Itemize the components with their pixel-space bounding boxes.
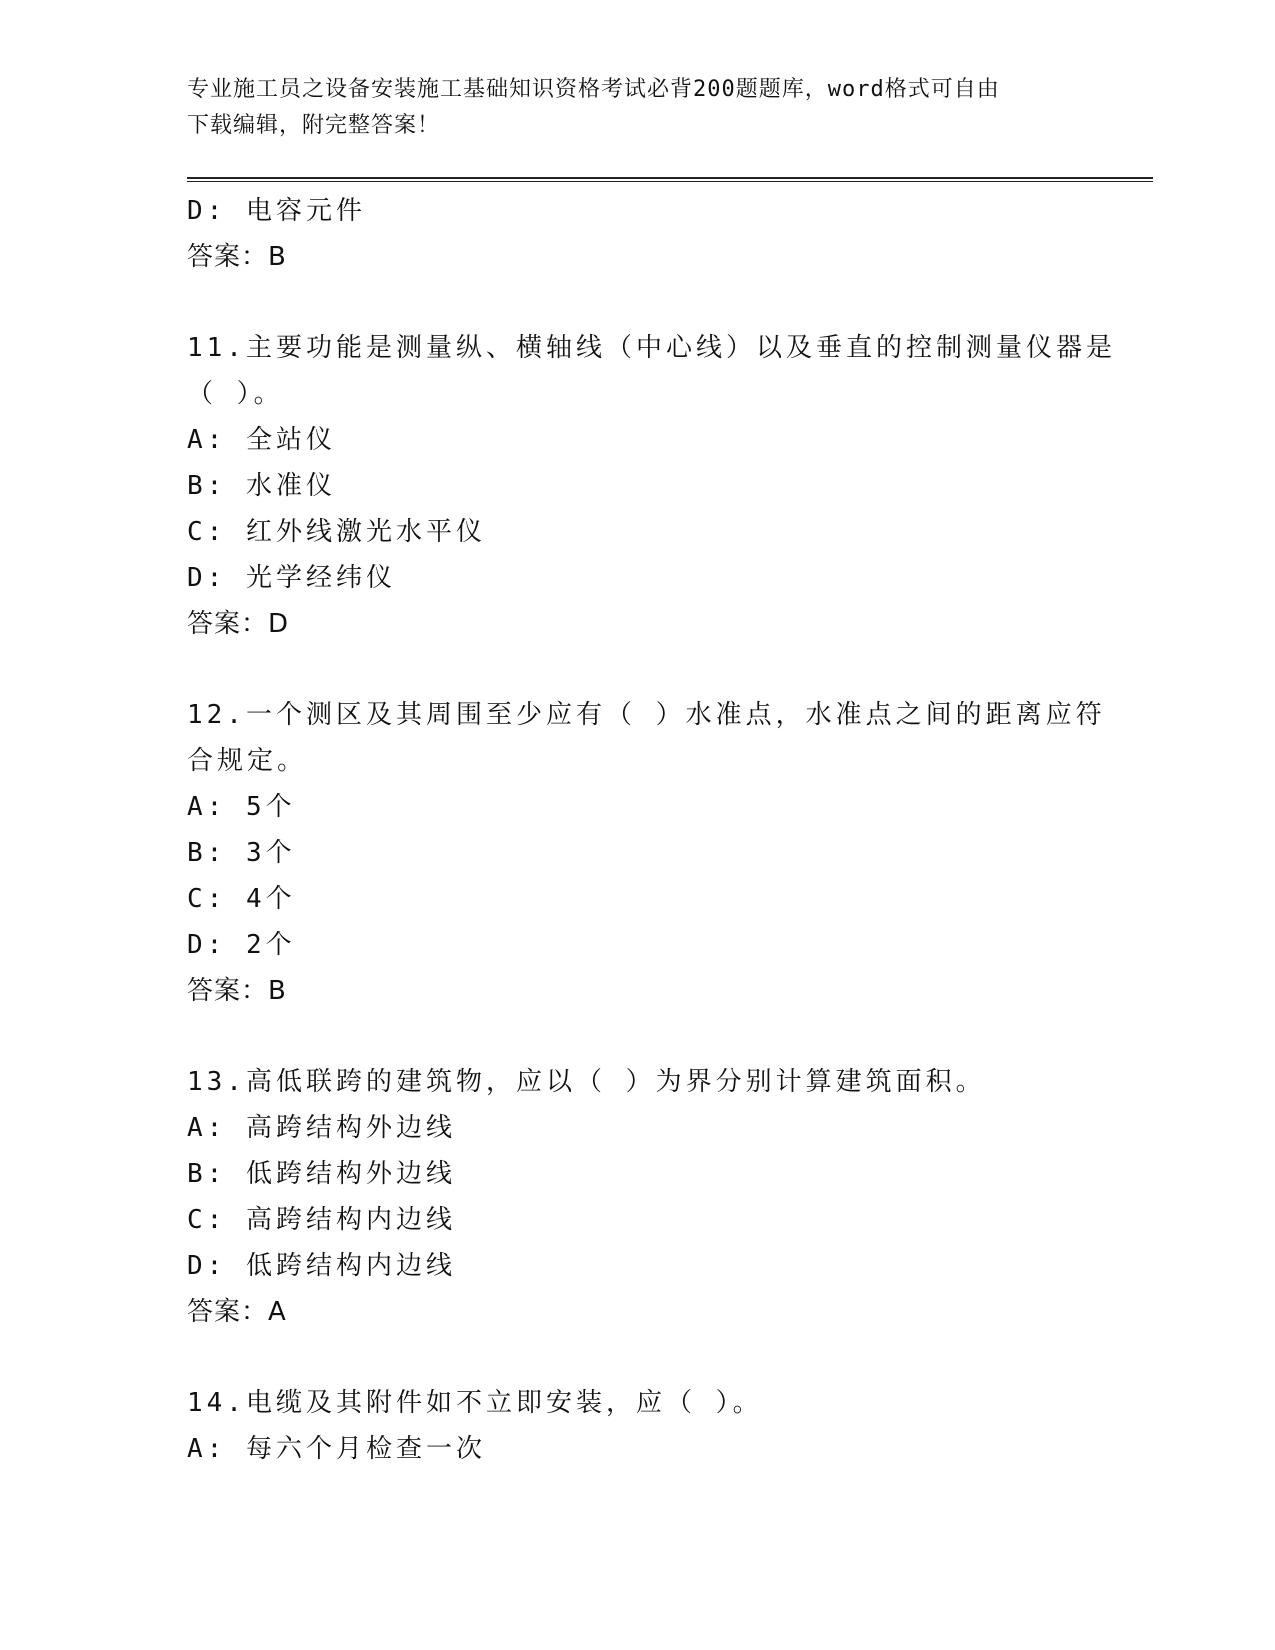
option-c: C: 红外线激光水平仪 — [187, 517, 486, 547]
option-c: C: 高跨结构内边线 — [187, 1205, 456, 1235]
option-a: A: 5个 — [187, 792, 296, 822]
question-11 — [187, 325, 1116, 647]
option-b: B: 3个 — [187, 838, 296, 868]
document-title-line-2: 下载编辑，附完整答案！ — [187, 113, 441, 138]
page-header — [187, 72, 1087, 144]
option-b: B: 水准仪 — [187, 471, 336, 501]
answer-line: 答案：A — [187, 1297, 287, 1327]
question-14 — [187, 1380, 1087, 1472]
option-d: D: 2个 — [187, 930, 296, 960]
question-fragment — [187, 188, 1087, 280]
question-text-continued: （ ）。 — [187, 379, 284, 409]
option-d: D: 低跨结构内边线 — [187, 1251, 456, 1281]
option-c: C: 4个 — [187, 884, 296, 914]
question-list — [187, 188, 1116, 1472]
answer-line: 答案：B — [187, 976, 287, 1006]
question-text-continued: 合规定。 — [187, 746, 308, 776]
answer-line: 答案：B — [187, 242, 287, 272]
option-a: A: 全站仪 — [187, 425, 336, 455]
option-b: B: 低跨结构外边线 — [187, 1159, 456, 1189]
option-a: A: 高跨结构外边线 — [187, 1113, 456, 1143]
question-12 — [187, 692, 1106, 1014]
question-text: 14.电缆及其附件如不立即安装，应（ ）。 — [187, 1388, 763, 1418]
option-d: D: 电容元件 — [187, 196, 366, 226]
question-13 — [187, 1059, 1087, 1335]
option-a: A: 每六个月检查一次 — [187, 1434, 486, 1464]
option-d: D: 光学经纬仪 — [187, 563, 396, 593]
document-title-line-1: 专业施工员之设备安装施工基础知识资格考试必背200题题库，word格式可自由 — [187, 77, 1000, 102]
question-text: 11.主要功能是测量纵、横轴线（中心线）以及垂直的控制测量仪器是 — [187, 333, 1116, 363]
question-text: 13.高低联跨的建筑物，应以（ ）为界分别计算建筑面积。 — [187, 1067, 986, 1097]
question-text: 12.一个测区及其周围至少应有（ ）水准点，水准点之间的距离应符 — [187, 700, 1106, 730]
answer-line: 答案：D — [187, 609, 290, 639]
header-rule-thick — [187, 177, 1153, 179]
header-rule-thin — [187, 181, 1153, 182]
